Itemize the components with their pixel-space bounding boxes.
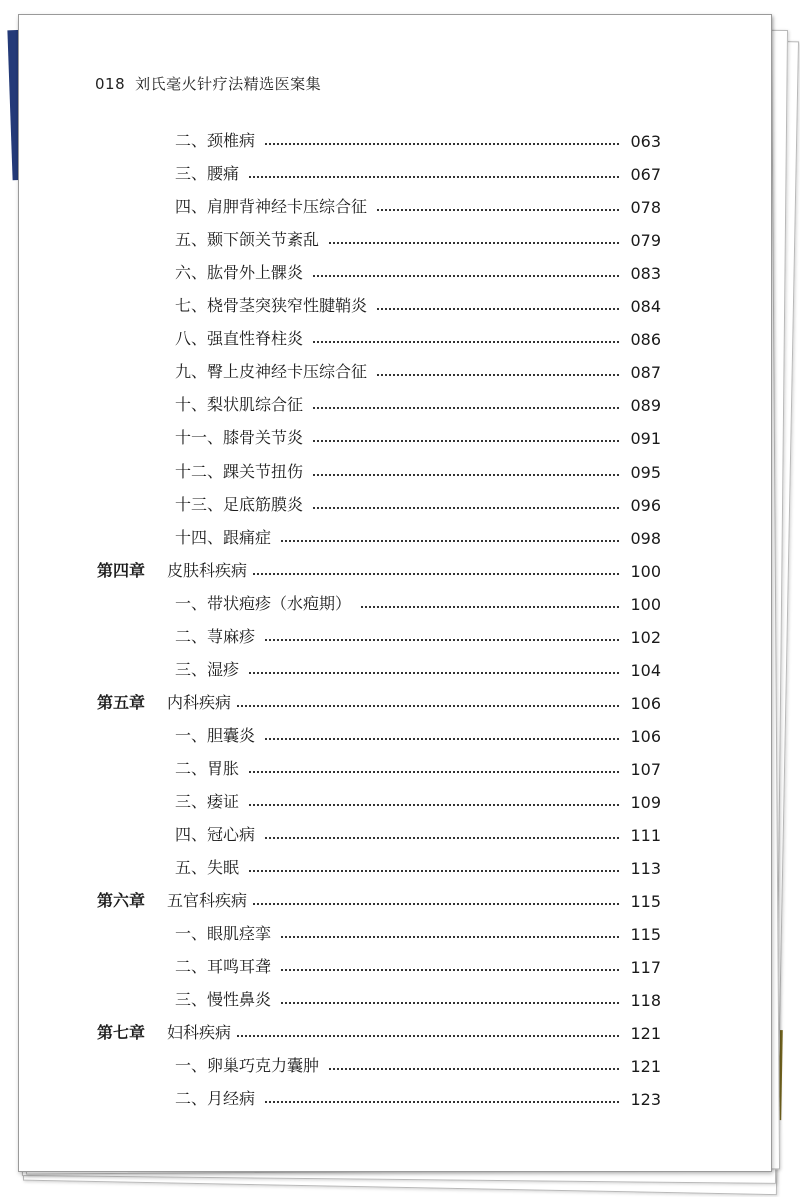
toc-page-number: 091 bbox=[630, 429, 661, 449]
toc-dot-leader bbox=[237, 1034, 619, 1037]
toc-entry-label: 二、胃胀 bbox=[175, 758, 240, 778]
toc-entry-row[interactable] bbox=[175, 391, 661, 415]
toc-entry-label: 皮肤科疾病 bbox=[167, 560, 248, 580]
toc-dot-leader bbox=[253, 902, 619, 905]
toc-dot-leader bbox=[313, 406, 619, 409]
toc-entry-label: 三、腰痛 bbox=[175, 164, 240, 184]
toc-page-number: 100 bbox=[630, 594, 661, 614]
toc-dot-leader bbox=[265, 638, 619, 641]
toc-chapter-row[interactable] bbox=[97, 887, 661, 911]
running-head bbox=[95, 73, 321, 94]
toc-page-number: 098 bbox=[630, 528, 661, 548]
toc-entry-label: 十一、膝骨关节炎 bbox=[175, 428, 304, 448]
toc-page-number: 117 bbox=[630, 958, 661, 978]
toc-page-number: 121 bbox=[630, 1024, 661, 1044]
toc-entry-row[interactable] bbox=[175, 920, 661, 944]
toc-entry-label: 妇科疾病 bbox=[167, 1023, 232, 1043]
toc-entry-label: 六、肱骨外上髁炎 bbox=[175, 263, 304, 283]
toc-chapter-row[interactable] bbox=[97, 557, 661, 581]
toc-page-number: 106 bbox=[630, 693, 661, 713]
toc-dot-leader bbox=[377, 307, 619, 310]
toc-page-number: 067 bbox=[630, 165, 661, 185]
toc-entry-row[interactable] bbox=[175, 788, 661, 812]
toc-page-number: 113 bbox=[630, 859, 661, 879]
toc-entry-label: 三、湿疹 bbox=[175, 659, 240, 679]
toc-entry-label: 十二、踝关节扭伤 bbox=[175, 461, 304, 481]
toc-dot-leader bbox=[249, 770, 619, 773]
toc-page-number: 078 bbox=[630, 198, 661, 218]
toc-page-number: 107 bbox=[630, 759, 661, 779]
toc-dot-leader bbox=[281, 935, 619, 938]
toc-entry-label: 十三、足底筋膜炎 bbox=[175, 494, 304, 514]
toc-entry-row[interactable] bbox=[175, 524, 661, 548]
toc-dot-leader bbox=[249, 175, 619, 178]
toc-dot-leader bbox=[313, 506, 619, 509]
toc-dot-leader bbox=[281, 1001, 619, 1004]
toc-page-number: 106 bbox=[630, 726, 661, 746]
toc-page-number: 100 bbox=[630, 561, 661, 581]
toc-entry-label: 二、耳鸣耳聋 bbox=[175, 957, 272, 977]
toc-entry-row[interactable] bbox=[175, 656, 661, 680]
toc-chapter-row[interactable] bbox=[97, 689, 661, 713]
toc-dot-leader bbox=[265, 142, 619, 145]
toc-entry-row[interactable] bbox=[175, 325, 661, 349]
toc-dot-leader bbox=[313, 439, 619, 442]
toc-page-number: 087 bbox=[630, 363, 661, 383]
toc-dot-leader bbox=[377, 208, 619, 211]
toc-dot-leader bbox=[361, 605, 619, 608]
toc-entry-label: 四、肩胛背神经卡压综合征 bbox=[175, 197, 368, 217]
toc-entry-row[interactable] bbox=[175, 590, 661, 614]
toc-entry-row[interactable] bbox=[175, 160, 661, 184]
toc-dot-leader bbox=[281, 968, 619, 971]
toc-entry-row[interactable] bbox=[175, 259, 661, 283]
toc-entry-label: 三、慢性鼻炎 bbox=[175, 990, 272, 1010]
toc-entry-row[interactable] bbox=[175, 1052, 661, 1076]
toc-page-number: 115 bbox=[630, 925, 661, 945]
toc-entry-label: 内科疾病 bbox=[167, 692, 232, 712]
toc-entry-label: 五、失眠 bbox=[175, 858, 240, 878]
toc-entry-row[interactable] bbox=[175, 193, 661, 217]
toc-chapter-number: 第五章 bbox=[97, 692, 146, 712]
toc-page-number: 086 bbox=[630, 330, 661, 350]
toc-entry-row[interactable] bbox=[175, 424, 661, 448]
toc-entry-row[interactable] bbox=[175, 986, 661, 1010]
toc-page-number: 096 bbox=[630, 495, 661, 515]
toc-chapter-number: 第六章 bbox=[97, 891, 146, 911]
toc-page-number: 084 bbox=[630, 297, 661, 317]
toc-dot-leader bbox=[265, 1100, 619, 1103]
toc-dot-leader bbox=[253, 572, 619, 575]
toc-dot-leader bbox=[313, 274, 619, 277]
toc-page-number: 104 bbox=[630, 660, 661, 680]
toc-chapter-number: 第七章 bbox=[97, 1023, 146, 1043]
toc-entry-label: 七、桡骨茎突狭窄性腱鞘炎 bbox=[175, 296, 368, 316]
toc-page-number: 063 bbox=[630, 132, 661, 151]
toc-entry-label: 九、臀上皮神经卡压综合征 bbox=[175, 362, 368, 382]
toc-dot-leader bbox=[249, 803, 619, 806]
toc-page-number: 111 bbox=[630, 826, 661, 846]
toc-dot-leader bbox=[377, 373, 619, 376]
toc-page-number: 102 bbox=[630, 627, 661, 647]
toc-entry-row[interactable] bbox=[175, 491, 661, 515]
toc-dot-leader bbox=[313, 473, 619, 476]
toc-dot-leader bbox=[249, 671, 619, 674]
toc-entry-label: 八、强直性脊柱炎 bbox=[175, 329, 304, 349]
toc-page-number: 079 bbox=[630, 231, 661, 251]
toc-entry-row[interactable] bbox=[175, 722, 661, 746]
toc-entry-label: 一、卵巢巧克力囊肿 bbox=[175, 1056, 320, 1076]
toc-entry-label: 十、梨状肌综合征 bbox=[175, 395, 304, 415]
toc-page-number: 083 bbox=[630, 264, 661, 284]
toc-entry-label: 四、冠心病 bbox=[175, 825, 256, 845]
toc-entry-row[interactable] bbox=[175, 854, 661, 878]
toc-dot-leader bbox=[249, 869, 619, 872]
toc-chapter-number: 第四章 bbox=[97, 560, 146, 580]
toc-page-number: 089 bbox=[630, 396, 661, 416]
toc-page-number: 123 bbox=[630, 1090, 661, 1110]
toc-dot-leader bbox=[329, 241, 619, 244]
toc-entry-label: 二、颈椎病 bbox=[175, 131, 256, 150]
toc-entry-label: 三、痿证 bbox=[175, 792, 240, 811]
toc-entry-row[interactable] bbox=[175, 458, 661, 482]
toc-entry-row[interactable] bbox=[175, 292, 661, 316]
toc-entry-row[interactable] bbox=[175, 953, 661, 977]
toc-entry-label: 一、眼肌痉挛 bbox=[175, 924, 272, 944]
toc-page-number: 118 bbox=[630, 991, 661, 1011]
toc-entry-row[interactable] bbox=[175, 226, 661, 250]
toc-entry-label: 五、颞下颌关节紊乱 bbox=[175, 230, 320, 250]
toc-entry-row[interactable] bbox=[175, 127, 661, 151]
toc-dot-leader bbox=[265, 737, 619, 740]
toc-entry-label: 五官科疾病 bbox=[167, 891, 248, 911]
toc-dot-leader bbox=[281, 539, 619, 542]
toc-page-number: 121 bbox=[630, 1057, 661, 1077]
toc-entry-label: 二、荨麻疹 bbox=[175, 626, 256, 646]
toc-dot-leader bbox=[329, 1067, 619, 1070]
toc-entry-row[interactable] bbox=[175, 1085, 661, 1109]
toc-page-number: 115 bbox=[630, 892, 661, 912]
toc-dot-leader bbox=[265, 836, 619, 839]
toc-page bbox=[18, 14, 772, 1172]
toc-entry-label: 二、月经病 bbox=[175, 1089, 256, 1109]
running-head-page-number: 018 bbox=[95, 75, 126, 93]
toc-dot-leader bbox=[313, 340, 619, 343]
running-head-book-title: 刘氏毫火针疗法精选医案集 bbox=[135, 75, 322, 93]
toc-entry-label: 一、带状疱疹（水疱期） bbox=[175, 593, 352, 613]
toc-entry-label: 一、胆囊炎 bbox=[175, 725, 256, 745]
toc-entry-label: 十四、跟痛症 bbox=[175, 527, 272, 547]
toc-dot-leader bbox=[237, 704, 619, 707]
toc-entry-row[interactable] bbox=[175, 821, 661, 845]
toc-chapter-row[interactable] bbox=[97, 1019, 661, 1043]
toc-entry-row[interactable] bbox=[175, 755, 661, 779]
toc-entry-row[interactable] bbox=[175, 623, 661, 647]
toc-entry-row[interactable] bbox=[175, 358, 661, 382]
toc-page-number: 095 bbox=[630, 462, 661, 482]
toc-page-number: 109 bbox=[630, 793, 661, 812]
